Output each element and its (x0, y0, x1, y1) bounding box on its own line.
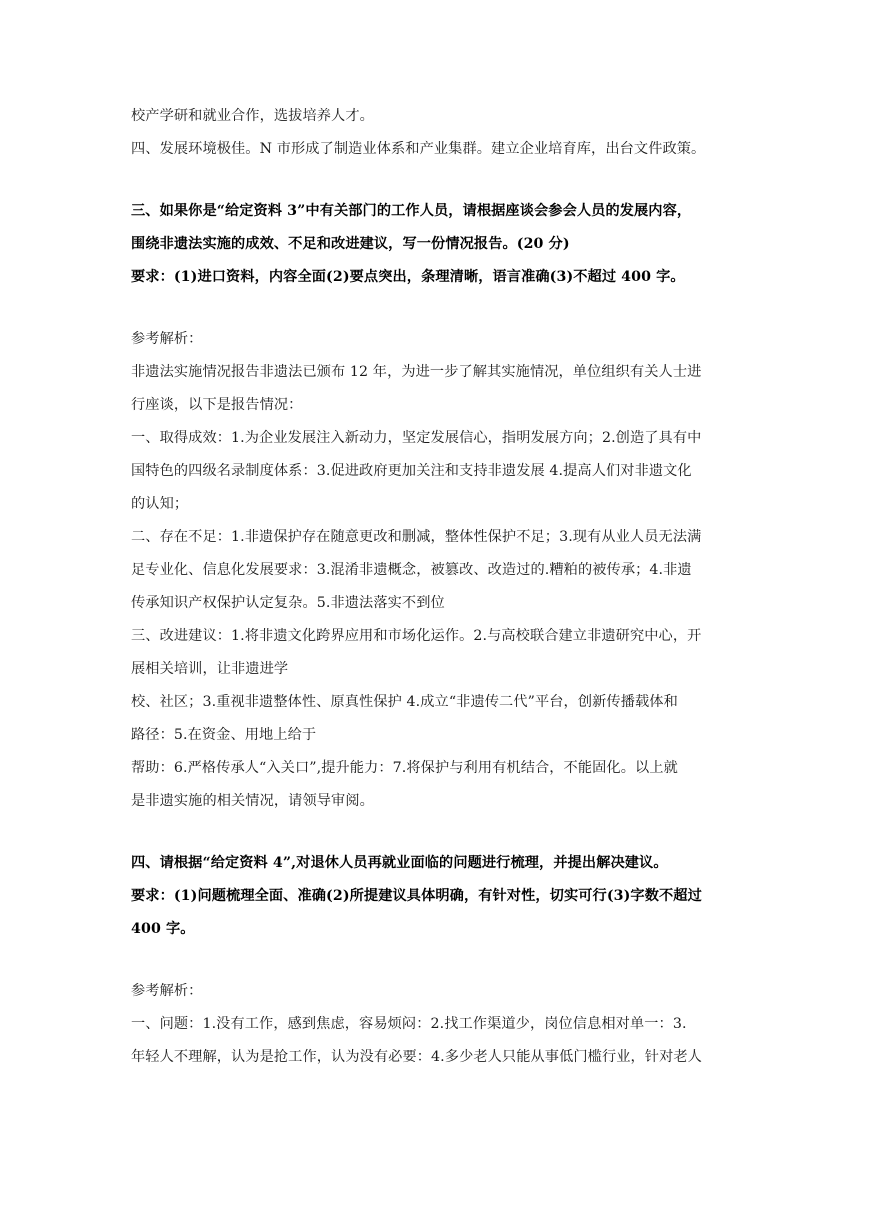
reference-label: 参考解析： (131, 983, 203, 999)
question-3-heading: 三、如果你是“给定资料 3”中有关部门的工作人员，请根据座谈会参会人员的发展内容， (131, 203, 692, 219)
text-line: 传承知识产权保护认定复杂。5.非遗法落实不到位 (131, 595, 445, 611)
text-line: 一、取得成效：1.为企业发展注入新动力，坚定发展信心，指明发展方向；2.创造了具有中 (131, 430, 702, 446)
question-3-requirements: 要求：(1)进口资料，内容全面(2)要点突出，条理清晰，语言准确(3)不超过 400 字。 (131, 269, 685, 285)
reference-label: 参考解析： (131, 331, 203, 347)
text-line: 四、发展环境极佳。N 市形成了制造业体系和产业集群。建立企业培育库，出台文件政策。 (131, 141, 706, 157)
text-line: 足专业化、信息化发展要求：3.混淆非遗概念，被篡改、改造过的.糟粕的被传承；4.非遗 (131, 562, 692, 578)
text-line: 帮助：6.严格传承人“入关口”,提升能力：7.将保护与利用有机结合，不能固化。以上就 (131, 760, 678, 776)
text-line: 的认知； (131, 496, 189, 512)
text-line: 三、改进建议：1.将非遗文化跨界应用和市场化运作。2.与高校联合建立非遗研究中心，开 (131, 628, 702, 644)
question-4-requirements-cont: 400 字。 (131, 921, 195, 937)
text-line: 行座谈，以下是报告情况： (131, 397, 303, 413)
question-3-heading-cont: 围绕非遗法实施的成效、不足和改进建议，写一份情况报告。(20 分) (131, 236, 570, 252)
question-4-requirements: 要求：(1)问题梳理全面、准确(2)所提建议具体明确，有针对性，切实可行(3)字数不超过 (131, 888, 702, 904)
paragraph-gap (131, 166, 741, 195)
text-line: 国特色的四级名录制度体系：3.促进政府更加关注和支持非遗发展 4.提高人们对非遗文化 (131, 463, 692, 479)
text-line: 展相关培训，让非遗进学 (131, 661, 289, 677)
paragraph-gap (131, 294, 741, 323)
text-line: 一、问题：1.没有工作，感到焦虑，容易烦闷：2.找工作渠道少，岗位信息相对单一：3. (131, 1016, 687, 1032)
text-line: 是非遗实施的相关情况，请领导审阅。 (131, 793, 374, 809)
text-line: 校、社区；3.重视非遗整体性、原真性保护 4.成立“非遗传二代”平台，创新传播载体和 (131, 694, 678, 710)
text-line: 校产学研和就业合作，选拔培养人才。 (131, 108, 374, 124)
paragraph-gap (131, 946, 741, 975)
document-page (131, 100, 741, 1074)
paragraph-gap (131, 818, 741, 847)
question-4-heading: 四、请根据“给定资料 4”,对退休人员再就业面临的问题进行梳理，并提出解决建议。 (131, 855, 668, 871)
text-line: 年轻人不理解，认为是抢工作，认为没有必要：4.多少老人只能从事低门槛行业，针对老人 (131, 1049, 702, 1065)
text-line: 二、存在不足：1.非遗保护存在随意更改和删减，整体性保护不足；3.现有从业人员无法满 (131, 529, 702, 545)
text-line: 非遗法实施情况报告非遗法已颁布 12 年，为进一步了解其实施情况，单位组织有关人士进 (131, 364, 702, 380)
text-line: 路径：5.在资金、用地上给于 (131, 727, 317, 743)
